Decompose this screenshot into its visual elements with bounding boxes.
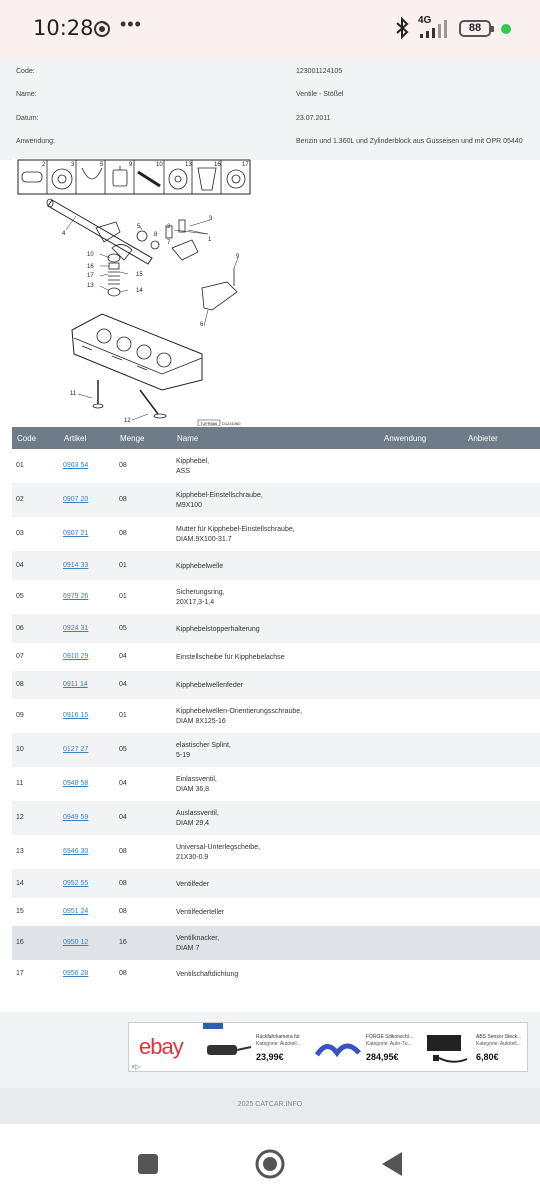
cell-menge: 05 [119, 625, 127, 632]
adchoices-icon[interactable]: ×▷ [131, 1064, 141, 1071]
cell-name [176, 908, 224, 918]
use-value: Benzin und 1.360L und Zylinderblock aus Gusseisen und mit OPR 05440 [296, 138, 523, 145]
cell-artikel-link[interactable]: 0956 28 [63, 970, 89, 977]
col-header-name: Name [177, 434, 199, 443]
callout: 13 [87, 283, 94, 289]
cell-menge: 08 [119, 848, 127, 855]
cell-artikel-link[interactable]: 0914 33 [63, 562, 89, 569]
col-header-anbieter: Anbieter [468, 434, 498, 443]
cell-name [176, 457, 209, 477]
chrome-icon [94, 21, 110, 37]
name-label: Name: [16, 91, 37, 98]
cell-name [176, 681, 243, 691]
cell-artikel-link[interactable]: 0907 20 [63, 496, 89, 503]
cell-code: 06 [16, 625, 24, 632]
ad-item-price: 284,95€ [366, 1052, 399, 1062]
cell-code: 12 [16, 814, 24, 821]
table-row [12, 483, 540, 517]
cell-artikel-link[interactable]: 0952 55 [63, 880, 89, 887]
table-row [12, 835, 540, 869]
table-row [12, 960, 540, 988]
cell-code: 08 [16, 681, 24, 688]
cell-name [176, 934, 219, 954]
name-line: Kipphebelwellenfeder [176, 682, 243, 689]
code-value: 123001124105 [296, 68, 343, 75]
ad-item-sub: Kategorie: Auto-Tu... [366, 1041, 412, 1047]
name-line: DIAM.9X100-31.7 [176, 536, 232, 543]
strip-number: 10 [156, 162, 163, 168]
table-row [12, 580, 540, 614]
callout: 10 [87, 252, 94, 258]
bluetooth-icon [394, 16, 410, 40]
cell-code: 02 [16, 496, 24, 503]
callout: 1 [208, 237, 212, 243]
cell-menge: 04 [119, 780, 127, 787]
name-line: 21X30-0.9 [176, 854, 209, 861]
info-row-use [0, 130, 540, 152]
table-row [12, 699, 540, 733]
strip-number: 2 [42, 162, 46, 168]
cell-code: 05 [16, 593, 24, 600]
cell-menge: 01 [119, 593, 127, 600]
name-line: ASS [176, 468, 191, 475]
col-header-anwendung: Anwendung [384, 434, 427, 443]
ad-item-title: ABS Sensor Steck... [476, 1034, 522, 1040]
callout: 5 [137, 224, 141, 230]
callout: 3 [209, 216, 213, 222]
table-row [12, 926, 540, 960]
name-line: Ventilschaftdichtung [176, 971, 239, 978]
strip-number: 9 [129, 162, 133, 168]
cell-artikel-link[interactable]: 0903 54 [63, 462, 89, 469]
cell-name [176, 525, 295, 545]
name-line: Einstellscheibe für Kipphebelachse [176, 654, 285, 661]
ad-item[interactable] [203, 1031, 313, 1071]
more-icon: ••• [120, 14, 142, 34]
status-time: 10:28 [33, 16, 94, 40]
name-line: 5-19 [176, 752, 191, 759]
cell-artikel-link[interactable]: 0907 21 [63, 530, 89, 537]
info-row-name [0, 83, 540, 105]
code-label: Code: [16, 68, 35, 75]
cell-menge: 01 [119, 562, 127, 569]
callout: 8 [154, 232, 158, 238]
table-row [12, 449, 540, 483]
cell-artikel-link[interactable]: 0910 29 [63, 653, 89, 660]
table-row [12, 801, 540, 835]
name-line: DIAM 8X125-16 [176, 718, 226, 725]
date-label: Datum: [16, 115, 39, 122]
diagram-ref: D1241060 [222, 421, 241, 426]
cell-artikel-link[interactable]: 0950 12 [63, 939, 89, 946]
callout: 2 [167, 224, 171, 230]
callout: 15 [136, 272, 143, 278]
date-value: 23.07.2011 [296, 115, 331, 122]
info-row-code [0, 60, 540, 82]
cell-name [176, 491, 263, 511]
cell-menge: 08 [119, 880, 127, 887]
callout: 4 [62, 231, 66, 237]
cell-code: 15 [16, 908, 24, 915]
cell-code: 14 [16, 880, 24, 887]
cell-menge: 04 [119, 814, 127, 821]
cell-menge: 08 [119, 496, 127, 503]
cell-code: 11 [16, 780, 24, 787]
cell-artikel-link[interactable]: 0911 14 [63, 681, 88, 688]
cell-menge: 08 [119, 530, 127, 537]
strip-number: 5 [100, 162, 104, 168]
name-line: Auslassventil, [176, 810, 219, 817]
ebay-logo[interactable]: ebay [139, 1034, 183, 1059]
cell-code: 01 [16, 462, 24, 469]
signal-icon [418, 19, 452, 39]
valves [93, 380, 166, 418]
name-line: 20X17,3-1,4 [176, 599, 215, 606]
name-line: DIAM 29,4 [176, 820, 210, 827]
cell-name [176, 625, 260, 635]
callout: 12 [124, 418, 131, 424]
name-line: Kipphebelwellen-Orientierungsschraube, [176, 708, 303, 715]
cell-artikel-link[interactable]: 0916 15 [63, 712, 89, 719]
callout: 6 [200, 322, 204, 328]
name-value: Ventile - Stößel [296, 91, 344, 98]
use-label: Anwendung: [16, 138, 55, 145]
info-row-date [0, 107, 540, 129]
ad-item-title: FORGE Silikonschl... [366, 1034, 413, 1040]
name-line: M9X100 [176, 502, 203, 509]
table-row [12, 733, 540, 767]
table-row [12, 551, 540, 580]
status-bar [0, 0, 540, 58]
strip-number: 13 [185, 162, 192, 168]
name-line: elastischer Splint, [176, 742, 231, 749]
network-type: 4G [418, 15, 432, 26]
cell-code: 04 [16, 562, 24, 569]
cell-artikel-link[interactable]: 0924 31 [63, 625, 89, 632]
ad-item-price: 23,99€ [256, 1052, 284, 1062]
cell-artikel-link[interactable]: 0949 59 [63, 814, 89, 821]
strip-number: 3 [71, 162, 75, 168]
name-line: Universal-Unterlegscheibe, [176, 844, 261, 851]
product-image [313, 1035, 363, 1065]
parts-strip [18, 160, 250, 194]
name-line: Sicherungsring, [176, 589, 225, 596]
back-icon[interactable] [380, 1150, 404, 1178]
diagram-stamp: TUFR666 [200, 421, 218, 426]
table-row [12, 643, 540, 671]
cell-name [176, 843, 260, 863]
ad-item-title: Rückfahrkamera für [256, 1034, 300, 1040]
cell-menge: 04 [119, 681, 127, 688]
cell-name [176, 775, 217, 795]
table-row [12, 671, 540, 699]
cell-code: 16 [16, 939, 24, 946]
name-line: Einlassventil, [176, 776, 217, 783]
cell-code: 07 [16, 653, 24, 660]
name-line: Ventilfeder [176, 881, 210, 888]
recents-icon[interactable] [138, 1154, 158, 1174]
cell-artikel-link[interactable]: 0948 58 [63, 780, 89, 787]
cell-artikel-link[interactable]: 0127 27 [63, 746, 89, 753]
cell-name [176, 809, 219, 829]
parts-diagram [12, 158, 252, 426]
strip-number: 16 [214, 162, 221, 168]
table-row [12, 898, 540, 926]
ad-item-price: 6,80€ [476, 1052, 499, 1062]
callout: 7 [167, 240, 171, 246]
ad-item-sub: Kategorie: Autoteil... [256, 1041, 301, 1047]
callout: 11 [70, 391, 77, 397]
nav-bar [0, 1124, 540, 1200]
product-image [423, 1035, 473, 1065]
table-row [12, 614, 540, 643]
cell-name [176, 880, 209, 890]
ad-badge-icon [203, 1023, 223, 1029]
cell-menge: 05 [119, 746, 127, 753]
table-row [12, 869, 540, 898]
name-line: Mutter für Kipphebel-Einstellschraube, [176, 526, 295, 533]
cell-code: 03 [16, 530, 24, 537]
home-icon[interactable] [254, 1148, 286, 1180]
name-line: Ventilknacker, [176, 935, 220, 942]
callout: 9 [236, 254, 240, 260]
cell-menge: 08 [119, 970, 127, 977]
cell-name [176, 562, 223, 572]
cell-code: 13 [16, 848, 24, 855]
col-header-artikel: Artikel [64, 434, 87, 443]
cell-artikel-link[interactable]: 6979 26 [63, 593, 89, 600]
name-line: Ventilfederteller [176, 909, 225, 916]
cell-code: 09 [16, 712, 24, 719]
col-header-code: Code [17, 434, 37, 443]
ad-banner[interactable] [128, 1022, 528, 1072]
name-line: Kipphebel, [176, 458, 210, 465]
cell-name [176, 970, 238, 980]
name-line: Kipphebelstopperhalterung [176, 626, 260, 633]
cell-code: 17 [16, 970, 24, 977]
cell-name [176, 741, 231, 761]
dot-icon [501, 24, 511, 34]
cell-menge: 08 [119, 462, 127, 469]
table-row [12, 517, 540, 551]
callout: 14 [136, 288, 143, 294]
footer-text: 2025 CATCAR.INFO [237, 1101, 303, 1108]
cell-code: 10 [16, 746, 24, 753]
name-line: DIAM 7 [176, 945, 200, 952]
name-line: Kipphebel-Einstellschraube, [176, 492, 263, 499]
cell-name [176, 653, 285, 663]
cylinder-head [72, 314, 202, 390]
parts-table-header [12, 427, 540, 449]
cell-menge: 01 [119, 712, 127, 719]
callout: 16 [87, 264, 94, 270]
cell-menge: 16 [119, 939, 127, 946]
ad-item[interactable] [313, 1031, 423, 1071]
ad-item[interactable] [423, 1031, 527, 1071]
ad-item-sub: Kategorie: Autoteil... [476, 1041, 521, 1047]
info-box [0, 58, 540, 160]
name-line: Kipphebelwelle [176, 563, 224, 570]
cell-artikel-link[interactable]: 6946 30 [63, 848, 89, 855]
cell-menge: 04 [119, 653, 127, 660]
strip-number: 17 [242, 162, 249, 168]
callout: 17 [87, 273, 94, 279]
cell-menge: 08 [119, 908, 127, 915]
name-line: DIAM 36,8 [176, 786, 210, 793]
battery-icon: 88 [459, 20, 491, 37]
table-row [12, 767, 540, 801]
cell-artikel-link[interactable]: 0951 24 [63, 908, 89, 915]
cell-name [176, 588, 225, 608]
cell-name [176, 707, 302, 727]
product-image [203, 1035, 253, 1065]
col-header-menge: Menge [120, 434, 145, 443]
